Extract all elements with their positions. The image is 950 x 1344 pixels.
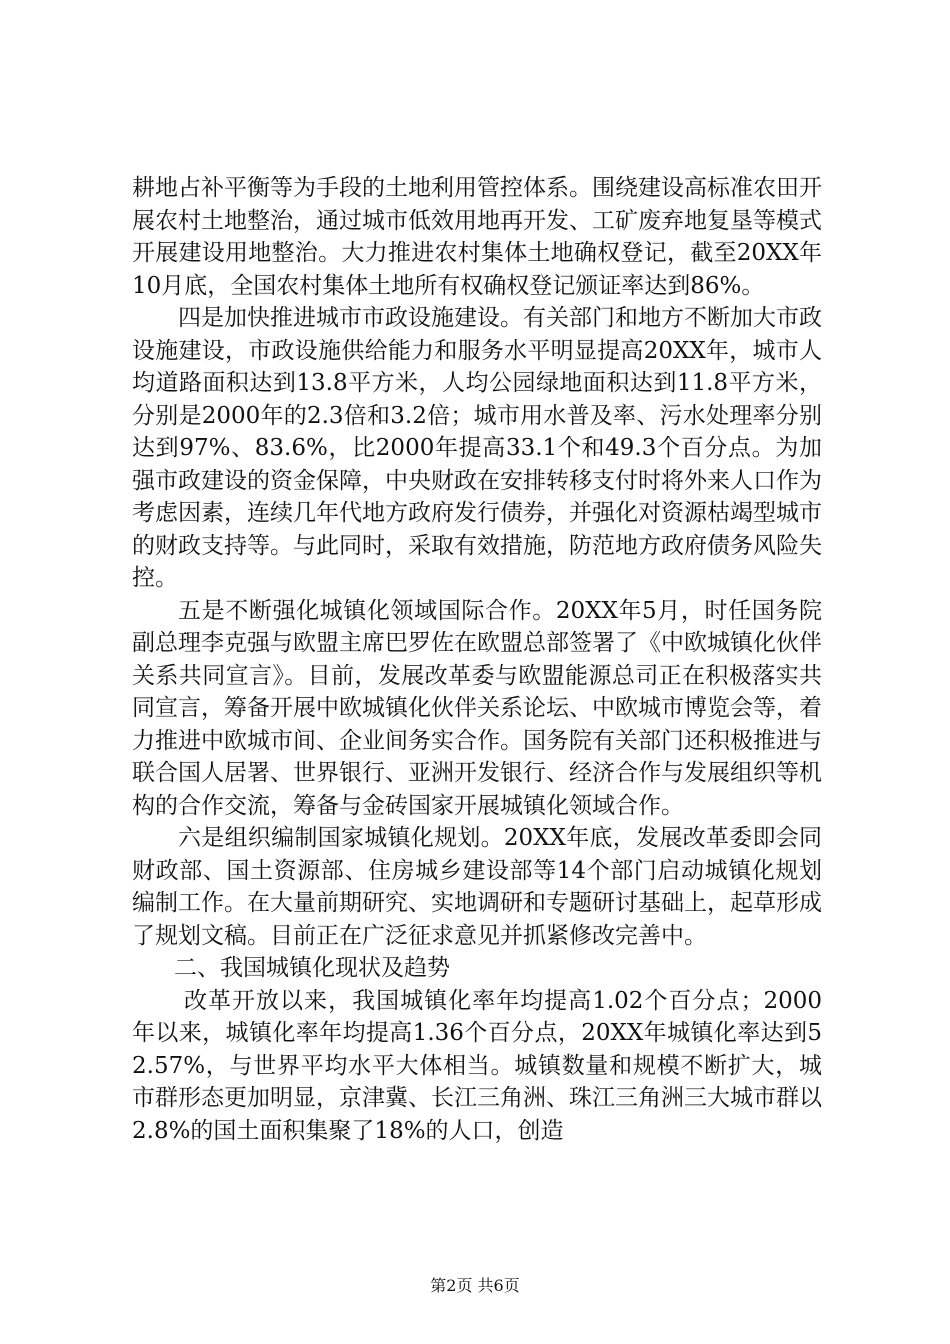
paragraph-international-cooperation: 五是不断强化城镇化领域国际合作。20XX年5月，时任国务院副总理李克强与欧盟主席巴罗佐在欧盟总部签署了《中欧城镇化伙伴关系共同宣言》。目前，发展改革委与欧盟能源总司正在积极落实共同宣言，筹备开展中欧城镇化伙伴关系论坛、中欧城市博览会等，着力推进中欧城市间、企业间务实合作。国务院有关部门还积极推进与联合国人居署、世界银行、亚洲开发银行、经济合作与发展组织等机构的合作交流，筹备与金砖国家开展城镇化领域合作。	[132, 597, 822, 819]
paragraph-municipal-facilities: 四是加快推进城市市政设施建设。有关部门和地方不断加大市政设施建设，市政设施供给能力和服务水平明显提高20XX年，城市人均道路面积达到13.8平方米，人均公园绿地面积达到11.8平方米，分别是2000年的2.3倍和3.2倍；城市用水普及率、污水处理率分别达到97%、83.6%，比2000年提高33.1个和49.3个百分点。为加强市政建设的资金保障，中央财政在安排转移支付时将外来人口作为考虑因素，连续几年代地方政府发行债券，并强化对资源枯竭型城市的财政支持等。与此同时，采取有效措施，防范地方政府债务风险失控。	[132, 305, 822, 591]
section-heading: 二、我国城镇化现状及趋势	[174, 955, 450, 981]
document-body	[132, 172, 822, 1147]
page-number-footer: 第2页 共6页	[430, 1276, 520, 1295]
paragraph-urbanization-status: 改革开放以来，我国城镇化率年均提高1.02个百分点；2000年以来，城镇化率年均提高1.36个百分点，20XX年城镇化率达到52.57%，与世界平均水平大体相当。城镇数量和规模不断扩大，城市群形态更加明显，京津冀、长江三角洲、珠江三角洲三大城市群以2.8%的国土面积集聚了18%的人口，创造	[132, 987, 822, 1144]
paragraph-land-control: 耕地占补平衡等为手段的土地利用管控体系。围绕建设高标准农田开展农村土地整治，通过城市低效用地再开发、工矿废弃地复垦等模式开展建设用地整治。大力推进农村集体土地确权登记，截至20XX年10月底，全国农村集体土地所有权确权登记颁证率达到86%。	[132, 175, 822, 299]
paragraph-urbanization-plan: 六是组织编制国家城镇化规划。20XX年底，发展改革委即会同财政部、国土资源部、住房城乡建设部等14个部门启动城镇化规划编制工作。在大量前期研究、实地调研和专题研讨基础上，起草形成了规划文稿。目前正在广泛征求意见并抓紧修改完善中。	[132, 825, 822, 949]
